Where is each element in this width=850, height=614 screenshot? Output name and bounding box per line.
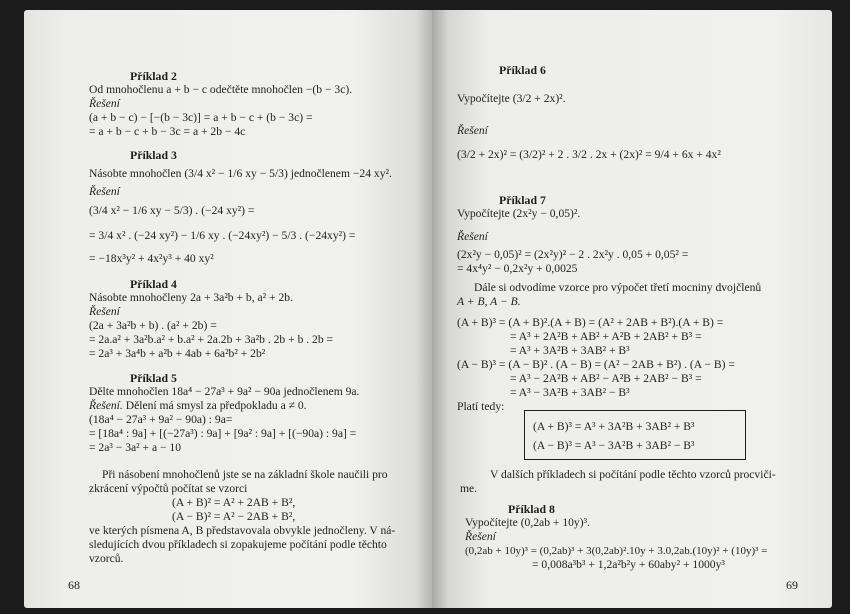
example-6-solution-line-1: (3/2 + 2x)² = (3/2)² + 2 . 3/2 . 2x + (2x)² = 9/4 + 6x + 4x²	[457, 148, 721, 161]
paragraph-line-2: zkrácení výpočtů počítat se vzorci	[89, 482, 248, 495]
cube-conclusion-label: Platí tedy:	[457, 400, 505, 413]
example-5-solution-line-3: = 2a³ − 3a² + a − 10	[89, 441, 182, 454]
example-5-title: Příklad 5	[130, 371, 177, 385]
example-8-solution-label: Řešení	[465, 530, 496, 543]
example-6-solution-label: Řešení	[457, 124, 488, 137]
example-5-solution-line-2: = [18a⁴ : 9a] + [(−27a³) : 9a] + [9a² : 9a] + [(−90a) : 9a] =	[89, 427, 357, 440]
cube-derivation-line-2: = A³ + 2A²B + AB² + A²B + 2AB² + B³ =	[510, 330, 702, 343]
left-page	[24, 10, 432, 608]
example-4-task: Násobte mnohočleny 2a + 3a²b + b, a² + 2b.	[89, 291, 293, 304]
cube-derivation-line-4: (A − B)³ = (A − B)² . (A − B) = (A² − 2AB + B²) . (A − B) =	[457, 358, 735, 371]
example-5-solution-label: Řešení.	[89, 399, 123, 412]
example-3-task-polynomial: (3/4 x² − 1/6 xy − 5/3)	[184, 167, 288, 180]
example-2-solution-line-1: (a + b − c) − [−(b − 3c)] = a + b − c + (b − 3c) =	[89, 111, 313, 124]
example-3-title: Příklad 3	[130, 148, 177, 162]
example-3-solution-label: Řešení	[89, 185, 120, 198]
example-4-title: Příklad 4	[130, 277, 177, 291]
example-4-solution-line-3: = 2a³ + 3a⁴b + a²b + 4ab + 6a²b² + 2b²	[89, 347, 266, 360]
formula-square-sum: (A + B)² = A² + 2AB + B²,	[172, 496, 296, 509]
example-2-solution-label: Řešení	[89, 97, 120, 110]
example-6-title: Příklad 6	[499, 63, 546, 77]
boxed-formula-cube-sum: (A + B)³ = A³ + 3A²B + 3AB² + B³	[533, 420, 695, 433]
practice-paragraph-line-1: V dalších příkladech si počítání podle těchto vzorců procviči-	[490, 468, 776, 481]
example-5-solution-line-1: (18a⁴ − 27a³ + 9a² − 90a) : 9a=	[89, 413, 233, 426]
paragraph-line-1: Při násobení mnohočlenů jste se na základní škole naučili pro	[102, 468, 388, 481]
practice-paragraph-line-2: me.	[460, 482, 478, 495]
example-8-title: Příklad 8	[508, 502, 555, 516]
formula-square-difference: (A − B)² = A² − 2AB + B²,	[172, 510, 296, 523]
boxed-formula-cube-difference: (A − B)³ = A³ − 3A²B + 3AB² − B³	[533, 439, 695, 452]
cube-formula-box	[524, 410, 746, 460]
example-3-solution-line-1: (3/4 x² − 1/6 xy − 5/3) . (−24 xy²) =	[89, 204, 255, 217]
example-3-task-text-a: Násobte mnohočlen	[89, 167, 182, 180]
example-3-task-text-b: jednočlenem −24 xy².	[290, 167, 392, 180]
example-8-solution-line-2: = 0,008a³b³ + 1,2a²b²y + 60aby² + 1000y³	[532, 558, 725, 571]
example-3-task	[89, 167, 392, 181]
example-2-task: Od mnohočlenu a + b − c odečtěte mnohočlen −(b − 3c).	[89, 83, 353, 96]
paragraph-line-3: ve kterých písmena A, B představovala obvykle jednočleny. V ná-	[89, 524, 396, 537]
example-7-task: Vypočítejte (2x²y − 0,05)².	[457, 207, 581, 220]
example-7-solution-label: Řešení	[457, 230, 488, 243]
example-6-task-expression: (3/2 + 2x)².	[512, 92, 566, 105]
cube-derivation-line-1: (A + B)³ = (A + B)².(A + B) = (A² + 2AB + B²).(A + B) =	[457, 316, 724, 329]
example-4-solution-label: Řešení	[89, 305, 120, 318]
paragraph-line-5: vzorců.	[89, 552, 124, 565]
example-7-solution-line-2: = 4x⁴y² − 0,2x²y + 0,0025	[457, 262, 578, 275]
right-page	[432, 10, 832, 608]
example-7-title: Příklad 7	[499, 193, 546, 207]
cube-paragraph-line-2: A + B, A − B.	[457, 295, 521, 308]
paragraph-line-4: sledujících dvou příkladech si zopakujeme počítání podle těchto	[89, 538, 387, 551]
example-5-task: Dělte mnohočlen 18a⁴ − 27a³ + 9a² − 90a jednočlenem 9a.	[89, 385, 360, 398]
example-6-task	[457, 92, 566, 106]
page-number-left: 68	[68, 578, 80, 592]
example-2-title: Příklad 2	[130, 69, 177, 83]
example-2-solution-line-2: = a + b − c + b − 3c = a + 2b − 4c	[89, 125, 246, 138]
cube-paragraph-line-1: Dále si odvodíme vzorce pro výpočet třetí mocniny dvojčlenů	[474, 281, 762, 294]
cube-derivation-line-6: = A³ − 3A²B + 3AB² − B³	[510, 386, 630, 399]
example-5-solution-intro	[89, 399, 307, 413]
example-4-solution-line-2: = 2a.a² + 3a²b.a² + b.a² + 2a.2b + 3a²b . 2b + b . 2b =	[89, 333, 334, 346]
cube-derivation-line-5: = A³ − 2A²B + AB² − A²B + 2AB² − B³ =	[510, 372, 702, 385]
example-3-solution-line-3: = −18x³y² + 4x²y³ + 40 xy²	[89, 252, 214, 265]
example-8-solution-line-1: (0,2ab + 10y)³ = (0,2ab)³ + 3(0,2ab)².10y + 3.0,2ab.(10y)² + (10y)³ =	[465, 545, 768, 557]
example-8-task: Vypočítejte (0,2ab + 10y)³.	[465, 516, 590, 529]
cube-derivation-line-3: = A³ + 3A²B + 3AB² + B³	[510, 344, 630, 357]
example-5-condition: Dělení má smysl za předpokladu a ≠ 0.	[125, 399, 307, 412]
example-6-task-text: Vypočítejte	[457, 92, 510, 105]
example-3-solution-line-2: = 3/4 x² . (−24 xy²) − 1/6 xy . (−24xy²) − 5/3 . (−24xy²) =	[89, 229, 356, 242]
page-number-right: 69	[786, 578, 798, 592]
example-7-solution-line-1: (2x²y − 0,05)² = (2x²y)² − 2 . 2x²y . 0,05 + 0,05² =	[457, 248, 689, 261]
example-4-solution-line-1: (2a + 3a²b + b) . (a² + 2b) =	[89, 319, 217, 332]
